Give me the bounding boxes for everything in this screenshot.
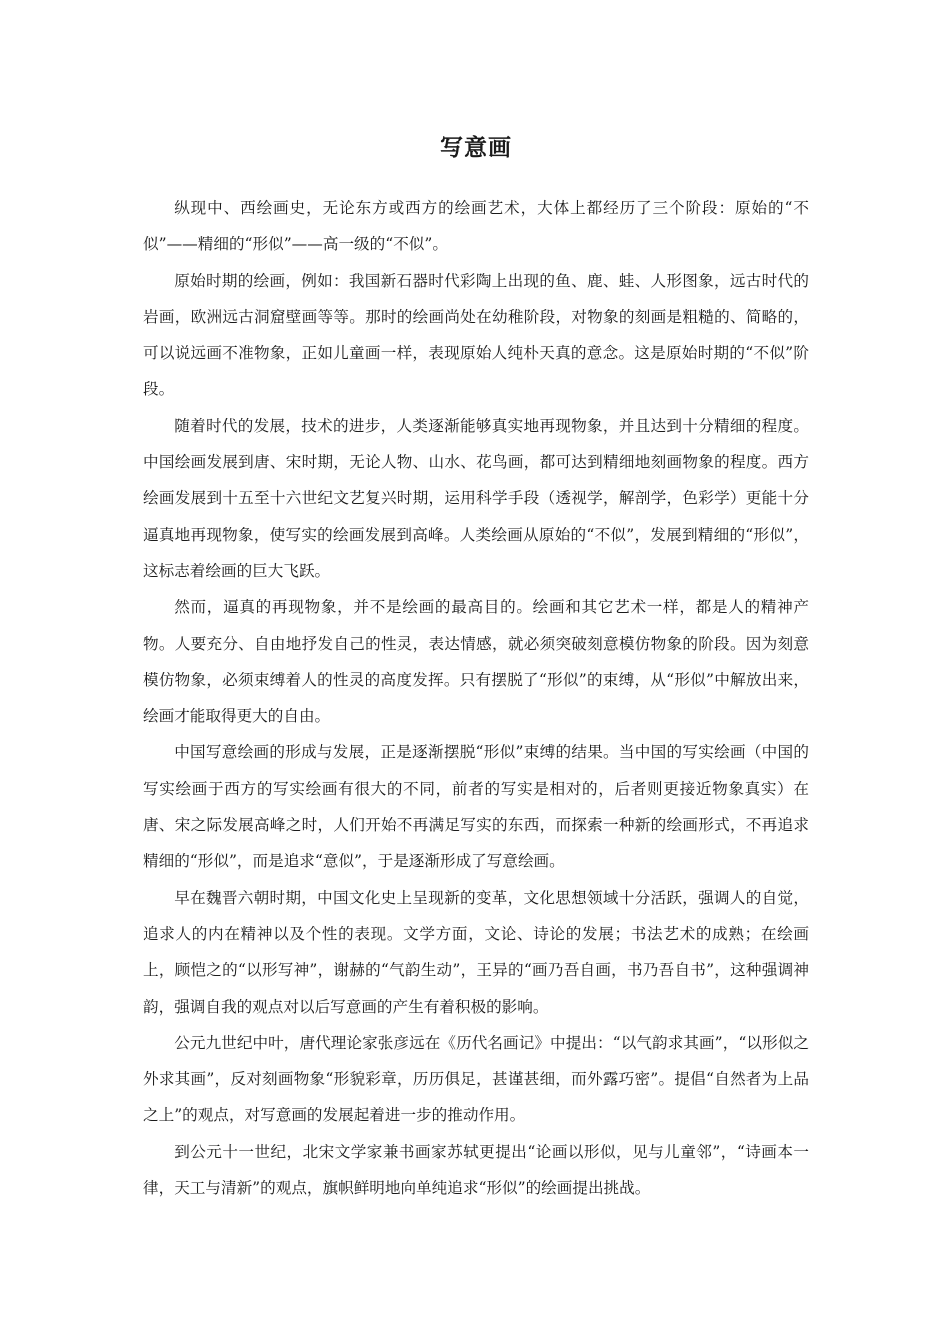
paragraph: 早在魏晋六朝时期，中国文化史上呈现新的变革，文化思想领域十分活跃，强调人的自觉，追求人的内在精神以及个性的表现。文学方面，文论、诗论的发展；书法艺术的成熟；在绘画上，顾恺之的“以形写神”，谢赫的“气韵生动”，王异的“画乃吾自画，书乃吾自书”，这种强调神韵，强调自我的观点对以后写意画的产生有着积极的影响。 bbox=[143, 888, 809, 1016]
paragraph: 原始时期的绘画，例如：我国新石器时代彩陶上出现的鱼、鹿、蛙、人形图象，远古时代的岩画，欧洲远古洞窟壁画等等。那时的绘画尚处在幼稚阶段，对物象的刻画是粗糙的、简略的，可以说远画不准物象，正如儿童画一样，表现原始人纯朴天真的意念。这是原始时期的“不似”阶段。 bbox=[143, 271, 809, 399]
paragraph: 到公元十一世纪，北宋文学家兼书画家苏轼更提出“论画以形似，见与儿童邻”，“诗画本一律，天工与清新”的观点，旗帜鲜明地向单纯追求“形似”的绘画提出挑战。 bbox=[143, 1142, 809, 1198]
document-page bbox=[143, 128, 809, 1206]
paragraph: 公元九世纪中叶，唐代理论家张彦远在《历代名画记》中提出：“以气韵求其画”，“以形似之外求其画”，反对刻画物象“形貌彩章，历历俱足，甚谨甚细，而外露巧密”。提倡“自然者为上品之上”的观点，对写意画的发展起着进一步的推动作用。 bbox=[143, 1033, 809, 1125]
paragraph: 中国写意绘画的形成与发展，正是逐渐摆脱“形似”束缚的结果。当中国的写实绘画（中国的写实绘画于西方的写实绘画有很大的不同，前者的写实是相对的，后者则更接近物象真实）在唐、宋之际发展高峰之时，人们开始不再满足写实的东西，而探索一种新的绘画形式，不再追求精细的“形似”，而是追求“意似”，于是逐渐形成了写意绘画。 bbox=[143, 743, 809, 871]
paragraph: 然而，逼真的再现物象，并不是绘画的最高目的。绘画和其它艺术一样，都是人的精神产物。人要充分、自由地抒发自己的性灵，表达情感，就必须突破刻意模仿物象的阶段。因为刻意模仿物象，必须束缚着人的性灵的高度发挥。只有摆脱了“形似”的束缚，从“形似”中解放出来，绘画才能取得更大的自由。 bbox=[143, 598, 809, 726]
paragraph: 随着时代的发展，技术的进步，人类逐渐能够真实地再现物象，并且达到十分精细的程度。中国绘画发展到唐、宋时期，无论人物、山水、花鸟画，都可达到精细地刻画物象的程度。西方绘画发展到十五至十六世纪文艺复兴时期，运用科学手段（透视学，解剖学，色彩学）更能十分逼真地再现物象，使写实的绘画发展到高峰。人类绘画从原始的“不似”，发展到精细的“形似”，这标志着绘画的巨大飞跃。 bbox=[143, 416, 809, 580]
paragraph: 纵现中、西绘画史，无论东方或西方的绘画艺术，大体上都经历了三个阶段：原始的“不似”——精细的“形似”——高一级的“不似”。 bbox=[143, 199, 809, 254]
page-title: 写意画 bbox=[440, 134, 512, 161]
